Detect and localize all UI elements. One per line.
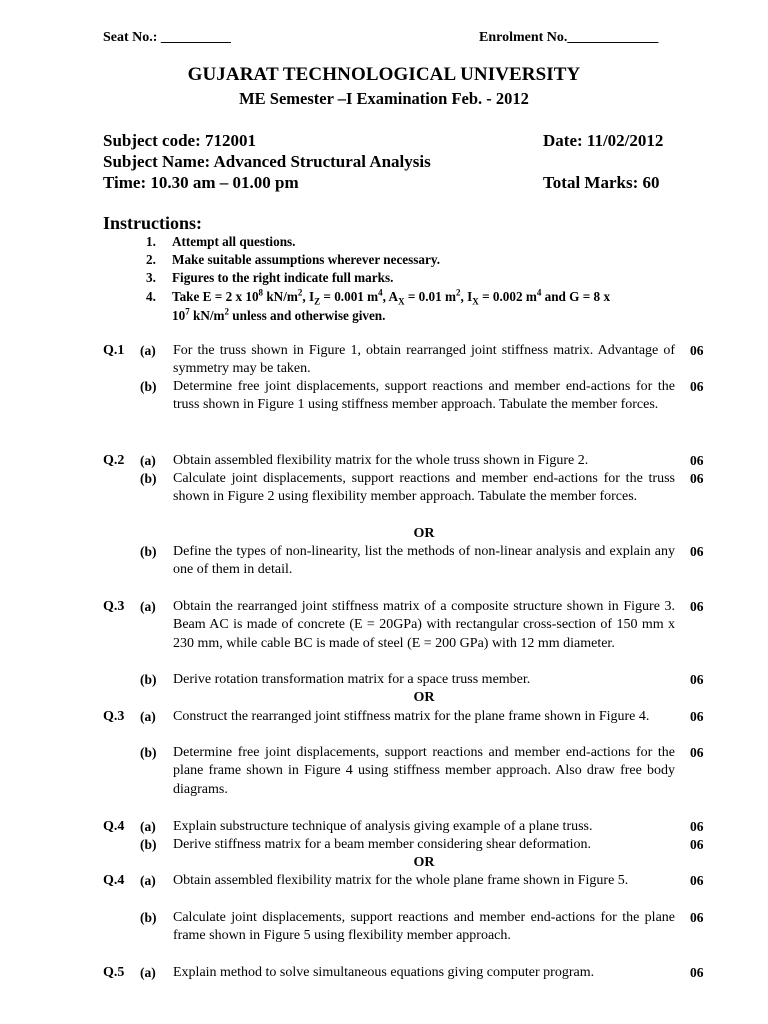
subject-code: Subject code: 712001 (103, 131, 256, 150)
enrolment-number-field: Enrolment No._____________ (479, 30, 659, 45)
question-marks: 06 (690, 965, 704, 980)
question-number: Q.4 (103, 819, 125, 834)
question-part: (a) (140, 873, 156, 888)
question-text: Explain substructure technique of analysis giving example of a plane truss. (173, 819, 593, 834)
instruction-item: 3. Figures to the right indicate full marks. (146, 270, 394, 285)
question-marks: 06 (690, 343, 704, 358)
page-header (103, 30, 678, 48)
question-marks: 06 (690, 709, 704, 724)
question-marks: 06 (690, 471, 704, 486)
question-text: Define the types of non-linearity, list the methods of non-linear analysis and explain any one of them in detail. (173, 544, 675, 578)
question-text: Construct the rearranged joint stiffness matrix for the plane frame shown in Figure 4. (173, 709, 650, 724)
question-part: (a) (140, 709, 156, 724)
subject-code-row (103, 131, 678, 151)
question-text: Determine free joint displacements, support reactions and member end-actions for the truss shown in Figure 1 using stiffness member approach. Tabulate the member forces. (173, 379, 675, 413)
question-text: Obtain the rearranged joint stiffness matrix of a composite structure shown in Figure 3. Beam AC is made of concrete (E = 20GPa) with rectangular cross-section of 150 mm x 230 mm, while cable BC is made of steel (E = 200 GPa) with 12 mm diameter. (173, 599, 675, 651)
or-separator: OR (413, 690, 435, 705)
instruction-item: 4. Take E = 2 x $10^8$ $kN/m^2$, $I_Z = 0.001$ $m^4$, $A_X = 0.01$ $m^2$, $I_X = 0.002$ $m^4$ and G = 8 x (146, 287, 611, 307)
instruction-item-continued: $10^7$ $kN/m^2$ unless and otherwise given. (172, 306, 386, 323)
seat-number-field: Seat No.: __________ (103, 30, 231, 45)
question-text: Explain method to solve simultaneous equations giving computer program. (173, 965, 595, 980)
question-part: (a) (140, 453, 156, 468)
question-part: (a) (140, 965, 156, 980)
question-number: Q.3 (103, 709, 125, 724)
question-marks: 06 (690, 745, 704, 760)
question-marks: 06 (690, 599, 704, 614)
question-part: (b) (140, 837, 157, 852)
question-part: (b) (140, 745, 157, 760)
question-number: Q.1 (103, 343, 125, 358)
question-part: (b) (140, 471, 157, 486)
instruction-item: 1. Attempt all questions. (146, 234, 296, 249)
question-text: Determine free joint displacements, support reactions and member end-actions for the plane frame shown in Figure 4 using stiffness member approach. Also draw free body diagrams. (173, 745, 675, 797)
question-text: Derive stiffness matrix for a beam member considering shear deformation. (173, 837, 592, 852)
instructions-heading: Instructions: (103, 213, 203, 233)
or-separator: OR (413, 526, 435, 541)
question-marks: 06 (690, 837, 704, 852)
question-text: Calculate joint displacements, support reactions and member end-actions for the plane frame shown in Figure 5 using flexibility member approach. (173, 910, 675, 944)
question-number: Q.2 (103, 453, 125, 468)
question-marks: 06 (690, 910, 704, 925)
question-part: (a) (140, 599, 156, 614)
question-marks: 06 (690, 544, 704, 559)
question-part: (a) (140, 819, 156, 834)
question-text: Calculate joint displacements, support reactions and member end-actions for the truss shown in Figure 2 using flexibility member approach. Tabulate the member forces. (173, 471, 675, 505)
question-part: (b) (140, 544, 157, 559)
subject-name-row (103, 152, 678, 172)
question-text: For the truss shown in Figure 1, obtain rearranged joint stiffness matrix. Advantage of symmetry may be taken. (173, 343, 675, 377)
question-marks: 06 (690, 453, 704, 468)
question-text: Obtain assembled flexibility matrix for the whole plane frame shown in Figure 5. (173, 873, 629, 888)
or-separator: OR (413, 855, 435, 870)
question-part: (a) (140, 343, 156, 358)
exam-date: Date: 11/02/2012 (543, 131, 664, 150)
question-text: Obtain assembled flexibility matrix for the whole truss shown in Figure 2. (173, 453, 589, 468)
question-part: (b) (140, 379, 157, 394)
question-text: Derive rotation transformation matrix for a space truss member. (173, 672, 531, 687)
question-part: (b) (140, 910, 157, 925)
total-marks: Total Marks: 60 (543, 173, 660, 192)
subject-name: Subject Name: Advanced Structural Analysis (103, 152, 431, 171)
instruction-item: 2. Make suitable assumptions wherever necessary. (146, 252, 441, 267)
question-marks: 06 (690, 819, 704, 834)
question-part: (b) (140, 672, 157, 687)
exam-title: ME Semester –I Examination Feb. - 2012 (239, 89, 529, 108)
time-row (103, 173, 678, 193)
exam-time: Time: 10.30 am – 01.00 pm (103, 173, 299, 192)
university-title: GUJARAT TECHNOLOGICAL UNIVERSITY (187, 64, 581, 85)
question-marks: 06 (690, 873, 704, 888)
question-number: Q.3 (103, 599, 125, 614)
question-number: Q.4 (103, 873, 125, 888)
question-number: Q.5 (103, 965, 125, 980)
question-marks: 06 (690, 672, 704, 687)
question-marks: 06 (690, 379, 704, 394)
